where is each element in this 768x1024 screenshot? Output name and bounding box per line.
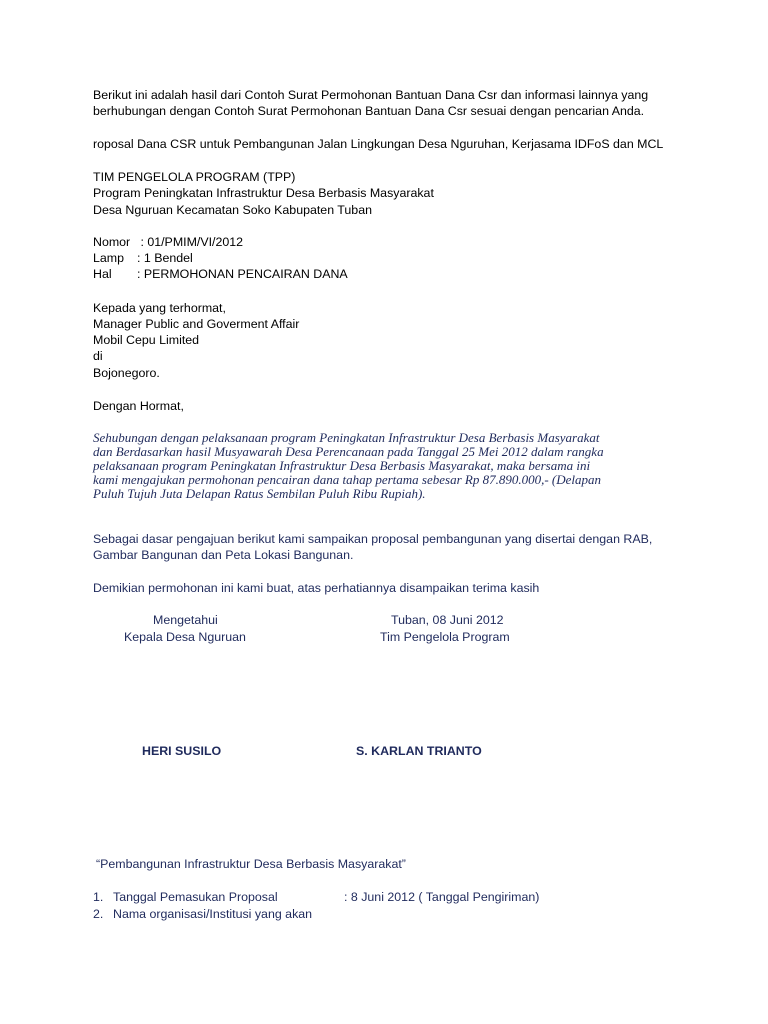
list-item-value: : 8 Juni 2012 ( Tanggal Pengiriman) — [344, 890, 540, 904]
signature-right-date: Tuban, 08 Juni 2012 — [391, 613, 504, 627]
nomor-label: Nomor — [93, 235, 131, 249]
meta-lamp — [93, 250, 193, 266]
list-item — [93, 889, 539, 905]
org-line-2: Program Peningkatan Infrastruktur Desa Berbasis Masyarakat — [93, 186, 434, 200]
org-line-3: Desa Nguruan Kecamatan Soko Kabupaten Tuban — [93, 203, 372, 217]
intro-line-1: Berikut ini adalah hasil dari Contoh Surat Permohonan Bantuan Dana Csr dan informasi lainnya yang — [93, 88, 649, 102]
signature-left-title: Mengetahui — [153, 613, 218, 627]
body-italic-line-3: pelaksanaan program Peningkatan Infrastruktur Desa Berbasis Masyarakat, maka bersama ini — [93, 458, 591, 473]
recipient-line-3: Mobil Cepu Limited — [93, 333, 200, 347]
meta-hal — [93, 266, 348, 282]
body-italic-line-4: kami mengajukan permohonan pencairan dana tahap pertama sebesar Rp 87.890.000,- (Delapan — [93, 472, 602, 487]
recipient-line-2: Manager Public and Goverment Affair — [93, 317, 300, 331]
signature-right-name: S. KARLAN TRIANTO — [356, 744, 482, 758]
closing-line: Demikian permohonan ini kami buat, atas perhatiannya disampaikan terima kasih — [93, 581, 540, 595]
body-italic-line-2: dan Berdasarkan hasil Musyawarah Desa Perencanaan pada Tanggal 25 Mei 2012 dalam rangka — [93, 444, 604, 459]
list-item-number: 2. — [93, 907, 104, 921]
list-item-label: Tanggal Pemasukan Proposal — [113, 890, 278, 904]
body-italic-line-1: Sehubungan dengan pelaksanaan program Peningkatan Infrastruktur Desa Berbasis Masyarakat — [93, 430, 600, 445]
signature-left-role: Kepala Desa Nguruan — [124, 630, 246, 644]
greeting: Dengan Hormat, — [93, 399, 184, 413]
recipient-line-4: di — [93, 349, 103, 363]
recipient-line-5: Bojonegoro. — [93, 366, 160, 380]
recipient-line-1: Kepada yang terhormat, — [93, 301, 226, 315]
body-italic-line-5: Puluh Tujuh Juta Delapan Ratus Sembilan Puluh Ribu Rupiah). — [93, 486, 426, 501]
signature-left-name: HERI SUSILO — [142, 744, 222, 758]
body2-line-2: Gambar Bangunan dan Peta Lokasi Bangunan. — [93, 548, 354, 562]
signature-right-role: Tim Pengelola Program — [380, 630, 510, 644]
org-line-1: TIM PENGELOLA PROGRAM (TPP) — [93, 170, 296, 184]
hal-label: Hal — [93, 267, 112, 281]
hal-value: : PERMOHONAN PENCAIRAN DANA — [137, 267, 348, 281]
intro-line-2: berhubungan dengan Contoh Surat Permohonan Bantuan Dana Csr sesuai dengan pencarian Anda. — [93, 104, 645, 118]
subject-line: roposal Dana CSR untuk Pembangunan Jalan Lingkungan Desa Nguruhan, Kerjasama IDFoS dan MCL — [93, 137, 664, 151]
list-item — [93, 906, 344, 922]
meta-nomor — [93, 234, 243, 250]
nomor-value: : 01/PMIM/VI/2012 — [137, 235, 244, 249]
proposal-title: “Pembangunan Infrastruktur Desa Berbasis Masyarakat” — [96, 857, 406, 871]
list-item-number: 1. — [93, 890, 104, 904]
list-item-label: Nama organisasi/Institusi yang akan — [113, 907, 313, 921]
body2-line-1: Sebagai dasar pengajuan berikut kami sampaikan proposal pembangunan yang disertai dengan RAB, — [93, 532, 653, 546]
lamp-label: Lamp — [93, 251, 124, 265]
lamp-value: : 1 Bendel — [137, 251, 193, 265]
